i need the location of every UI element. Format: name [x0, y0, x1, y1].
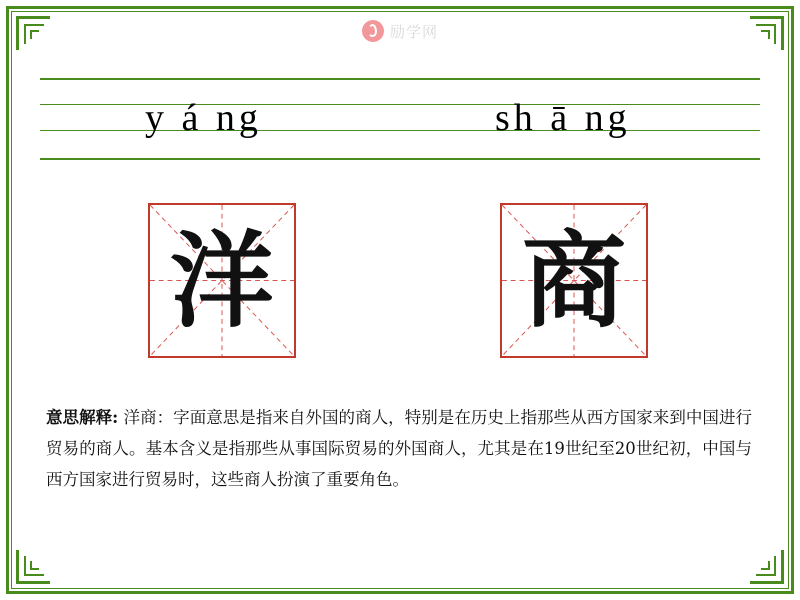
flame-logo-icon	[362, 20, 384, 42]
character-glyph-1: 洋	[169, 218, 274, 342]
corner-ornament-bottom-left-icon	[16, 546, 54, 584]
pinyin-first: y á ng	[145, 97, 262, 139]
pinyin-second: sh ā ng	[495, 97, 631, 139]
corner-ornament-top-right-icon	[746, 16, 784, 54]
explanation-block	[46, 402, 752, 495]
explanation-label: 意思解释:	[46, 408, 119, 427]
staff-line-4	[40, 158, 760, 160]
corner-ornament-top-left-icon	[16, 16, 54, 54]
site-watermark	[362, 20, 438, 42]
character-grid-2	[500, 203, 648, 358]
explanation-text: 洋商：字面意思是指来自外国的商人，特别是在历史上指那些从西方国家来到中国进行贸易的商人。基本含义是指那些从事国际贸易的外国商人，尤其是在19世纪至20世纪初，中国与西方国家进行贸易时，这些商人扮演了重要角色。	[46, 408, 752, 489]
character-glyph-2: 商	[521, 218, 626, 342]
corner-ornament-bottom-right-icon	[746, 546, 784, 584]
character-grid-1	[148, 203, 296, 358]
site-watermark-label: 励学网	[389, 22, 439, 41]
pinyin-staff	[40, 78, 760, 162]
staff-line-1	[40, 78, 760, 80]
